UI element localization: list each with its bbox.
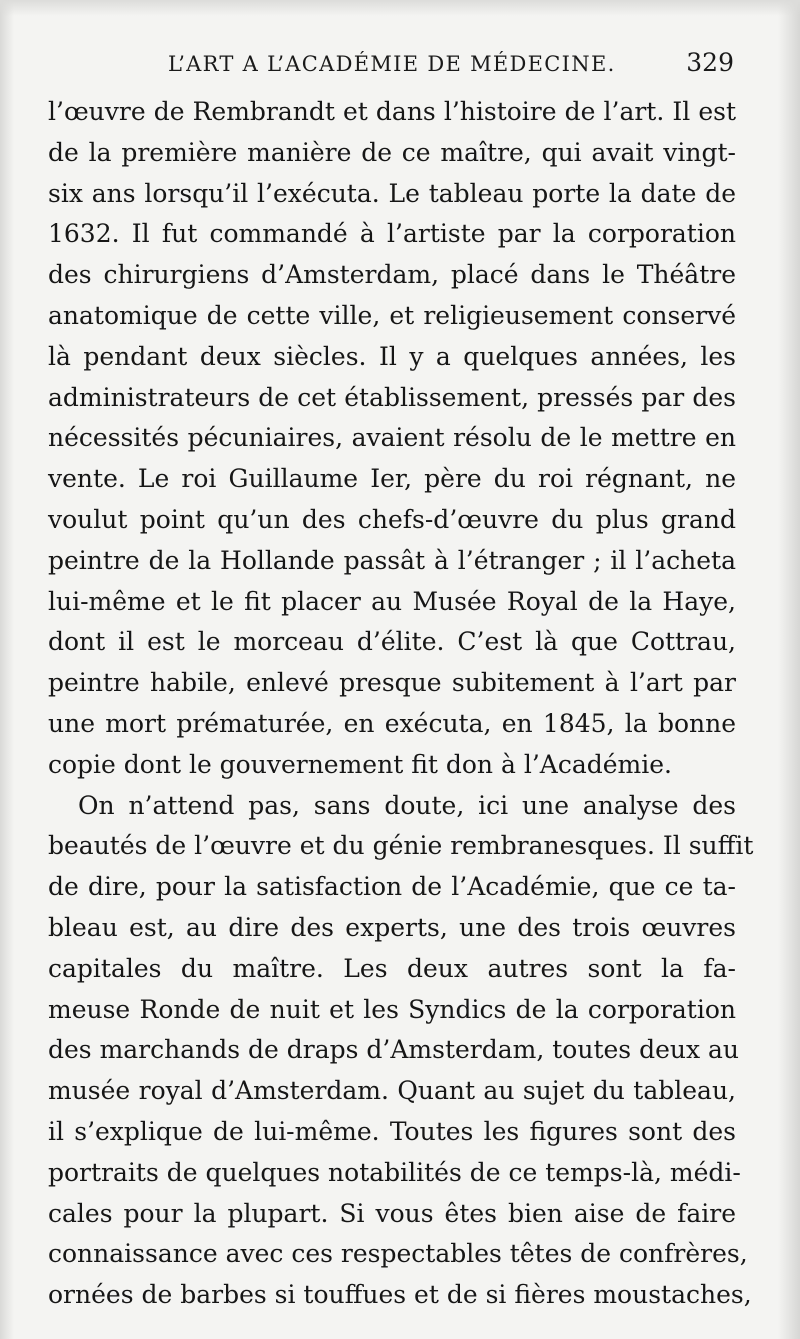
body-text — [48, 92, 754, 1316]
text-line: nécessités pécuniaires, avaient résolu de le mettre en — [48, 423, 736, 453]
text-line: ornées de barbes si touffues et de si fières moustaches, — [48, 1280, 752, 1310]
text-line: des marchands de draps d’Amsterdam, toutes deux au — [48, 1035, 740, 1065]
page-right-edge-shadow — [778, 0, 800, 1339]
page-left-edge-shadow — [0, 0, 14, 1339]
text-line: une mort prématurée, en exécuta, en 1845, la bonne — [48, 708, 736, 738]
text-line: vente. Le roi Guillaume Ier, père du roi régnant, ne — [48, 464, 736, 494]
text-line: des chirurgiens d’Amsterdam, placé dans le Théâtre — [48, 260, 736, 290]
page-top-edge-shadow — [0, 0, 800, 16]
text-line: bleau est, au dire des experts, une des trois œuvres — [48, 912, 736, 942]
running-head: L’ART A L’ACADÉMIE DE MÉDECINE. — [168, 52, 616, 76]
text-line: On n’attend pas, sans doute, ici une analyse des — [78, 790, 736, 820]
text-line: voulut point qu’un des chefs-d’œuvre du plus grand — [48, 504, 736, 534]
text-line: de dire, pour la satisfaction de l’Académie, que ce ta- — [48, 872, 736, 902]
text-line: musée royal d’Amsterdam. Quant au sujet du tableau, — [48, 1076, 736, 1106]
page-header — [0, 46, 800, 86]
paragraph-2 — [48, 786, 754, 1316]
text-line: cales pour la plupart. Si vous êtes bien aise de faire — [48, 1198, 736, 1228]
text-line: connaissance avec ces respectables têtes de confrères, — [48, 1239, 748, 1269]
text-line: lui-même et le fit placer au Musée Royal de la Haye, — [48, 586, 736, 616]
text-line: meuse Ronde de nuit et les Syndics de la corporation — [48, 994, 736, 1024]
text-line: administrateurs de cet établissement, pressés par des — [48, 382, 736, 412]
text-line: six ans lorsqu’il l’exécuta. Le tableau porte la date de — [48, 178, 736, 208]
text-line: capitales du maître. Les deux autres sont la fa- — [48, 953, 736, 983]
text-line: portraits de quelques notabilités de ce temps-là, médi- — [48, 1157, 741, 1187]
text-line: anatomique de cette ville, et religieusement conservé — [48, 300, 736, 330]
text-line: copie dont le gouvernement fit don à l’Académie. — [48, 749, 672, 779]
page-number: 329 — [686, 48, 734, 77]
text-line: beautés de l’œuvre et du génie rembranesques. Il suffit — [48, 831, 754, 861]
text-line: 1632. Il fut commandé à l’artiste par la corporation — [48, 219, 736, 249]
text-line: l’œuvre de Rembrandt et dans l’histoire de l’art. Il est — [48, 97, 736, 126]
text-line: il s’explique de lui-même. Toutes les figures sont des — [48, 1116, 736, 1146]
paragraph-1 — [48, 92, 736, 786]
text-line: là pendant deux siècles. Il y a quelques années, les — [48, 341, 736, 371]
text-line: de la première manière de ce maître, qui avait vingt- — [48, 137, 736, 167]
text-line: dont il est le morceau d’élite. C’est là que Cottrau, — [48, 627, 736, 657]
text-line: peintre habile, enlevé presque subitement à l’art par — [48, 668, 736, 698]
text-line: peintre de la Hollande passât à l’étranger ; il l’acheta — [48, 545, 736, 575]
